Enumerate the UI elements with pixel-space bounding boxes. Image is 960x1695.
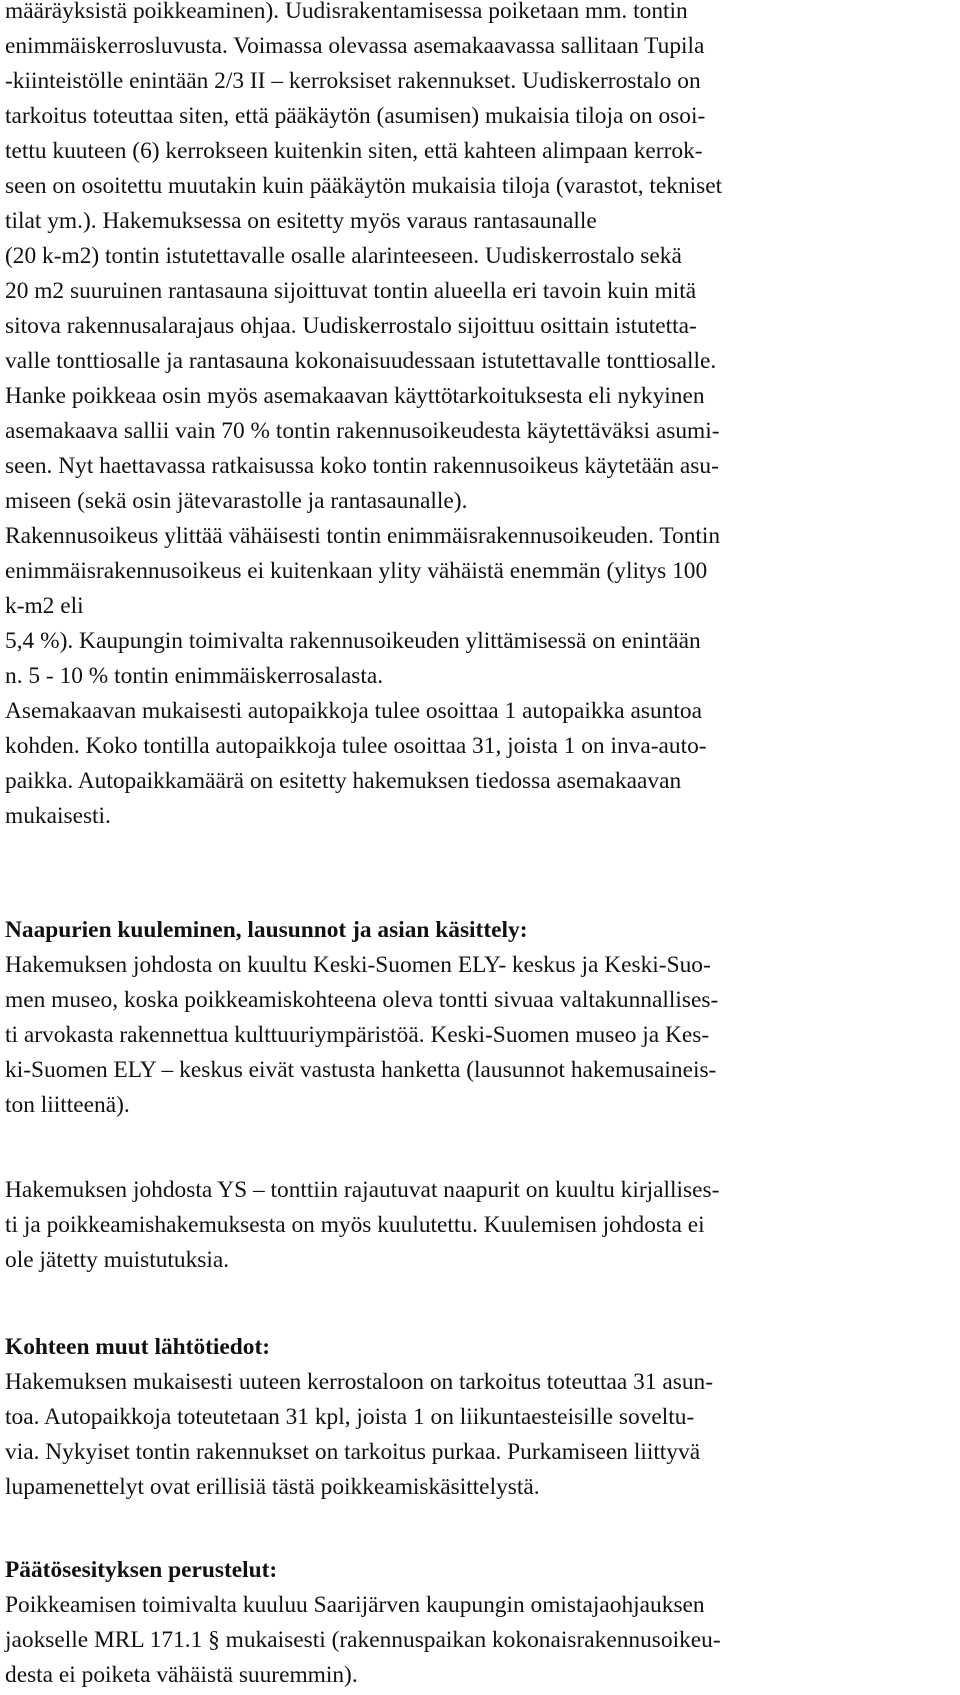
body-text-line: (20 k-m2) tontin istutettavalle osalle alarinteeseen. Uudiskerrostalo sekä <box>5 243 682 269</box>
body-text-line: n. 5 - 10 % tontin enimmäiskerrosalasta. <box>5 663 384 689</box>
body-text-line: enimmäiskerrosluvusta. Voimassa olevassa asemakaavassa sallitaan Tupila <box>5 33 705 59</box>
body-text-line: -kiinteistölle enintään 2/3 II – kerroksiset rakennukset. Uudiskerrostalo on <box>5 68 701 94</box>
body-text-line: valle tonttiosalle ja rantasauna kokonaisuudessaan istutettavalle tonttiosalle. <box>5 348 717 374</box>
body-text-line: lupamenettelyt ovat erillisiä tästä poikkeamiskäsittelystä. <box>5 1474 540 1500</box>
body-text-line: Hanke poikkeaa osin myös asemakaavan käyttötarkoituksesta eli nykyinen <box>5 383 705 409</box>
body-text-line: ti arvokasta rakennettua kulttuuriympäristöä. Keski-Suomen museo ja Kes- <box>5 1022 710 1048</box>
body-text-line: seen. Nyt haettavassa ratkaisussa koko tontin rakennusoikeus käytetään asu- <box>5 453 719 479</box>
body-text-line: miseen (sekä osin jätevarastolle ja rantasaunalle). <box>5 488 468 514</box>
body-text-line: enimmäisrakennusoikeus ei kuitenkaan ylity vähäistä enemmän (ylitys 100 <box>5 558 708 584</box>
body-text-line: Hakemuksen johdosta YS – tonttiin rajautuvat naapurit on kuultu kirjallises- <box>5 1177 720 1203</box>
body-text-line: tettu kuuteen (6) kerrokseen kuitenkin siten, että kahteen alimpaan kerrok- <box>5 138 703 164</box>
body-text-line: paikka. Autopaikkamäärä on esitetty hakemuksen tiedossa asemakaavan <box>5 768 682 794</box>
body-text-line: 20 m2 suuruinen rantasauna sijoittuvat tontin alueella eri tavoin kuin mitä <box>5 278 697 304</box>
body-text-line: ton liitteenä). <box>5 1092 130 1118</box>
body-text-line: asemakaava sallii vain 70 % tontin rakennusoikeudesta käytettäväksi asumi- <box>5 418 720 444</box>
body-text-line: tilat ym.). Hakemuksessa on esitetty myös varaus rantasaunalle <box>5 208 597 234</box>
body-text-line: Asemakaavan mukaisesti autopaikkoja tulee osoittaa 1 autopaikka asuntoa <box>5 698 702 724</box>
body-text-line: k-m2 eli <box>5 593 84 619</box>
body-text-line: seen on osoitettu muutakin kuin pääkäytön mukaisia tiloja (varastot, tekniset <box>5 173 723 199</box>
body-text-line: desta ei poiketa vähäistä suuremmin). <box>5 1662 358 1688</box>
body-text-line: kohden. Koko tontilla autopaikkoja tulee osoittaa 31, joista 1 on inva-auto- <box>5 733 707 759</box>
body-text-line: ki-Suomen ELY – keskus eivät vastusta hanketta (lausunnot hakemusaineis- <box>5 1057 717 1083</box>
body-text-line: mukaisesti. <box>5 803 111 829</box>
body-text-line: toa. Autopaikkoja toteutetaan 31 kpl, joista 1 on liikuntaesteisille soveltu- <box>5 1404 695 1430</box>
body-text-line: sitova rakennusalarajaus ohjaa. Uudiskerrostalo sijoittuu osittain istutetta- <box>5 313 697 339</box>
body-text-line: Hakemuksen mukaisesti uuteen kerrostaloon on tarkoitus toteuttaa 31 asun- <box>5 1369 714 1395</box>
section-heading-background: Kohteen muut lähtötiedot: <box>5 1334 271 1360</box>
body-text-line: jaokselle MRL 171.1 § mukaisesti (rakennuspaikan kokonaisrakennusoikeu- <box>5 1627 721 1653</box>
body-text-line: via. Nykyiset tontin rakennukset on tarkoitus purkaa. Purkamiseen liittyvä <box>5 1439 701 1465</box>
section-heading-justification: Päätösesityksen perustelut: <box>5 1557 278 1583</box>
body-text-line: Rakennusoikeus ylittää vähäisesti tontin enimmäisrakennusoikeuden. Tontin <box>5 523 721 549</box>
body-text-line: Hakemuksen johdosta on kuultu Keski-Suomen ELY- keskus ja Keski-Suo- <box>5 952 711 978</box>
body-text-line: men museo, koska poikkeamiskohteena oleva tontti sivuaa valtakunnallises- <box>5 987 719 1013</box>
body-text-line: Poikkeamisen toimivalta kuuluu Saarijärven kaupungin omistajaohjauksen <box>5 1592 705 1618</box>
body-text-line: ti ja poikkeamishakemuksesta on myös kuulutettu. Kuulemisen johdosta ei <box>5 1212 705 1238</box>
section-heading-neighbors: Naapurien kuuleminen, lausunnot ja asian käsittely: <box>5 917 528 943</box>
body-text-line: määräyksistä poikkeaminen). Uudisrakentamisessa poiketaan mm. tontin <box>5 0 688 24</box>
body-text-line: tarkoitus toteuttaa siten, että pääkäytön (asumisen) mukaisia tiloja on osoi- <box>5 103 706 129</box>
body-text-line: 5,4 %). Kaupungin toimivalta rakennusoikeuden ylittämisessä on enintään <box>5 628 701 654</box>
body-text-line: ole jätetty muistutuksia. <box>5 1247 230 1273</box>
